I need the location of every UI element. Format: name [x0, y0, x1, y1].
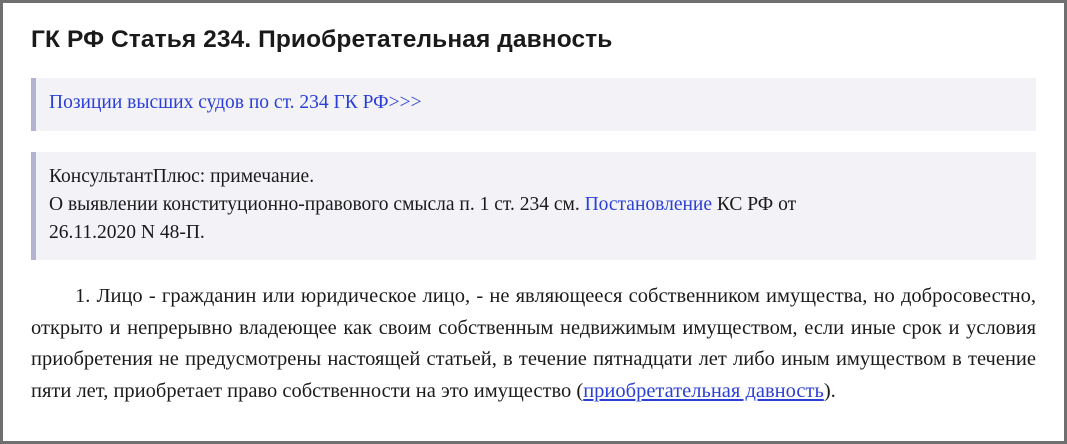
note-text-before-link: О выявлении конституционно-правового смысла п. 1 ст. 234 см.	[49, 193, 585, 215]
court-positions-link[interactable]: Позиции высших судов по ст. 234 ГК РФ	[49, 92, 389, 114]
note-text-after-link: КС РФ от	[712, 193, 797, 215]
consultant-note-reference: 26.11.2020 N 48-П.	[49, 222, 205, 244]
postanovlenie-link[interactable]: Постановление	[584, 193, 713, 215]
consultant-note-body	[49, 191, 1018, 219]
acquisitive-prescription-link[interactable]: приобретательная давность	[583, 379, 824, 402]
article-paragraph-1	[31, 281, 1036, 406]
consultant-note-block	[31, 152, 1036, 261]
paragraph-text-before-link: 1. Лицо - гражданин или юридическое лицо, - не являющееся собственником имущества, но добросовестно, открыто и непрерывно владеющее как своим собственным недвижимым имуществом, если иные срок и условия приобретения не предусмотрены настоящей статьей, в течение пятнадцати лет либо иным имуществом в течение пяти лет, приобретает право собственности на это имущество (	[31, 285, 1036, 402]
consultant-note-heading: КонсультантПлюс: примечание.	[49, 165, 315, 187]
paragraph-text-after-link: ).	[823, 379, 836, 402]
court-positions-arrows-link[interactable]: >>>	[388, 92, 422, 114]
page-title: ГК РФ Статья 234. Приобретательная давность	[31, 26, 613, 53]
court-positions-block	[31, 78, 1036, 130]
court-positions-line	[49, 89, 1018, 117]
document-content	[3, 3, 1064, 441]
